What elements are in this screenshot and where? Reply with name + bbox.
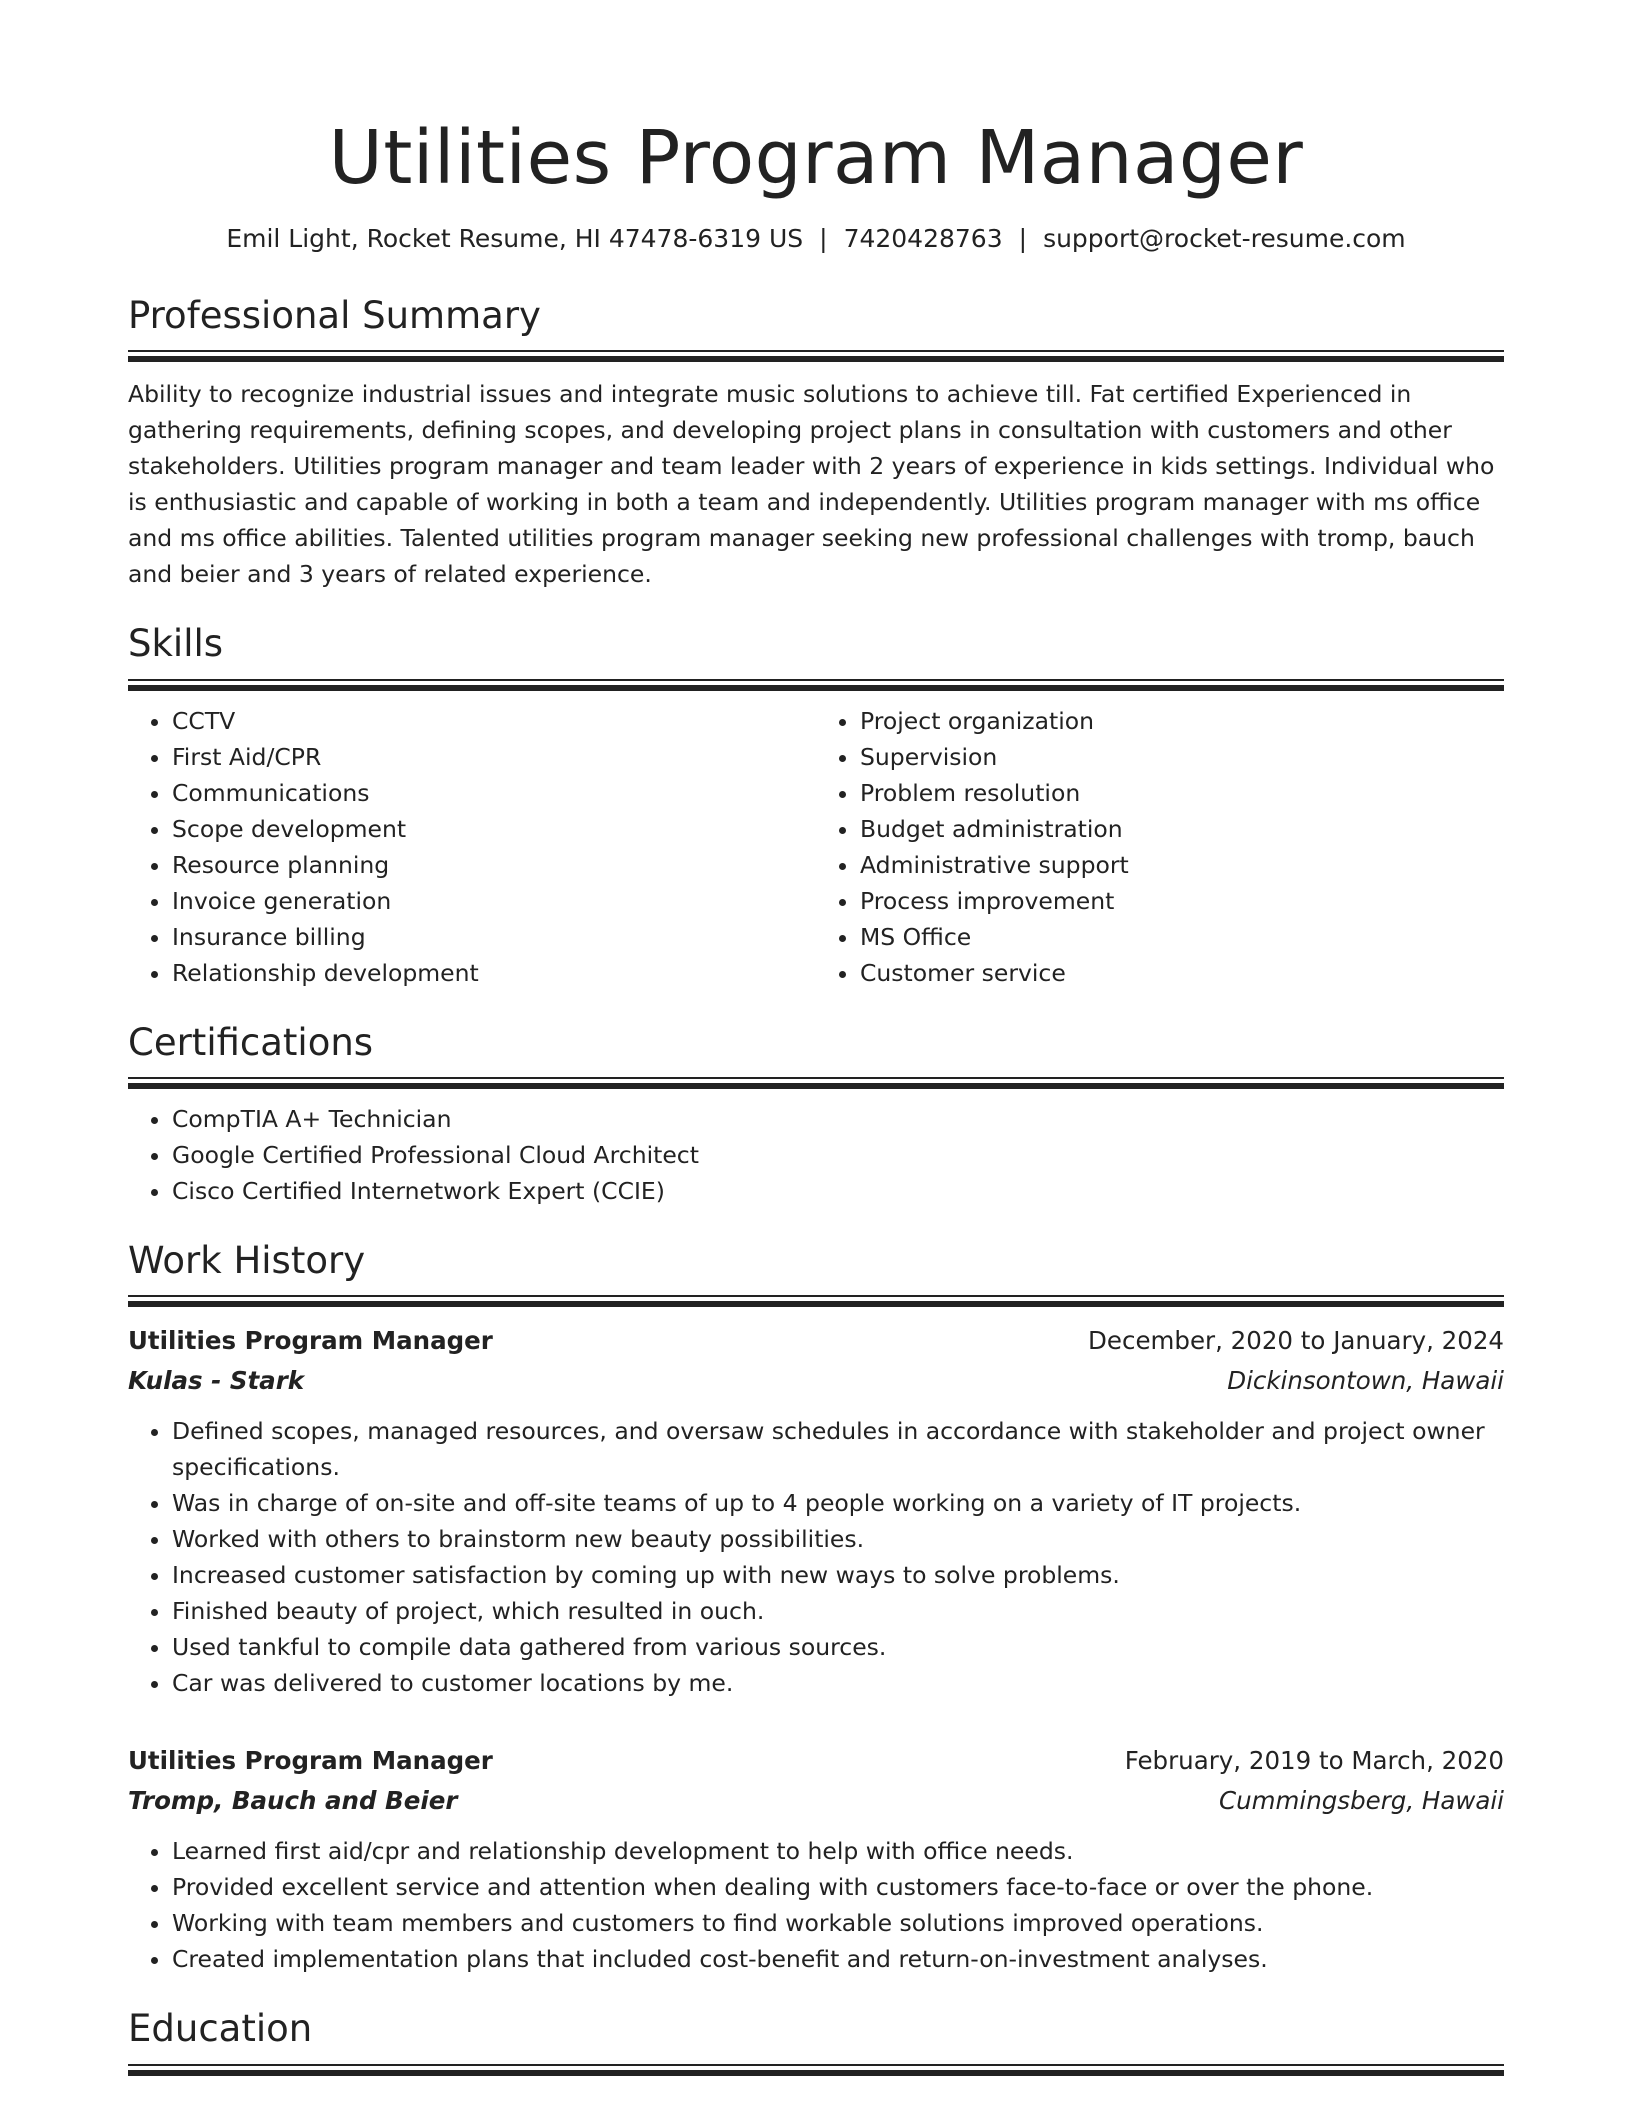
job-bullet: • Used tankful to compile data gathered from various sources. [172, 1629, 1504, 1665]
page-title: Utilities Program Manager [328, 115, 1304, 201]
job-entry [128, 1321, 1504, 1701]
education-heading: Education [128, 2007, 313, 2051]
skills-columns [128, 703, 1504, 991]
job-subheader [128, 1361, 1504, 1401]
contact-email: support@rocket-resume.com [1043, 224, 1406, 254]
section-divider [128, 679, 1504, 691]
contact-phone: 7420428763 [843, 224, 1003, 254]
skill-item: • First Aid/CPR [172, 739, 816, 775]
job-bullet: • Working with team members and customers to find workable solutions improved operations. [172, 1905, 1504, 1941]
contact-line [128, 223, 1504, 256]
job-bullet: • Worked with others to brainstorm new beauty possibilities. [172, 1521, 1504, 1557]
job-header [128, 1321, 1504, 1361]
job-title: Utilities Program Manager [128, 1746, 493, 1776]
job-bullet: • Car was delivered to customer locations by me. [172, 1665, 1504, 1701]
job-bullet: • Increased customer satisfaction by coming up with new ways to solve problems. [172, 1557, 1504, 1593]
contact-separator: | [1018, 224, 1028, 254]
job-company: Kulas - Stark [128, 1366, 305, 1396]
summary-text: Ability to recognize industrial issues and integrate music solutions to achieve till. Fat certified Experienced in gathering requirements, defining scopes, and developing project plans in consultation with customers and other stakeholders. Utilities program manager and team leader with 2 years of experience in kids settings. Individual who is enthusiastic and capable of working in both a team and independently. Utilities program manager with ms office and ms office abilities. Talented utilities program manager seeking new professional challenges with tromp, bauch and beier and 3 years of related experience. [128, 380, 1495, 589]
contact-separator: | [819, 224, 828, 254]
skill-item: • Customer service [860, 955, 1504, 991]
job-location: Dickinsontown, Hawaii [1227, 1366, 1504, 1396]
job-bullet: • Created implementation plans that included cost-benefit and return-on-investment analyses. [172, 1941, 1504, 1977]
job-location: Cummingsberg, Hawaii [1219, 1786, 1504, 1816]
certifications-list [128, 1101, 1504, 1209]
job-entry [128, 1741, 1504, 1977]
skill-item: • Budget administration [860, 811, 1504, 847]
certification-item: • CompTIA A+ Technician [172, 1101, 1504, 1137]
skills-section [128, 622, 1504, 990]
job-bullets [128, 1833, 1504, 1977]
skill-item: • Administrative support [860, 847, 1504, 883]
job-bullets [128, 1413, 1504, 1701]
job-bullet: • Defined scopes, managed resources, and oversaw schedules in accordance with stakeholder and project owner specifications. [172, 1413, 1504, 1485]
job-header [128, 1741, 1504, 1781]
job-bullet: • Was in charge of on-site and off-site teams of up to 4 people working on a variety of IT projects. [172, 1485, 1504, 1521]
job-dates: December, 2020 to January, 2024 [1088, 1326, 1504, 1356]
skills-list-left [128, 703, 816, 991]
skill-item: • MS Office [860, 919, 1504, 955]
skill-item: • Project organization [860, 703, 1504, 739]
skill-item: • Communications [172, 775, 816, 811]
section-divider [128, 2064, 1504, 2076]
section-divider [128, 1295, 1504, 1307]
work-history-section [128, 1239, 1504, 1977]
summary-heading: Professional Summary [128, 293, 541, 337]
job-company: Tromp, Bauch and Beier [128, 1786, 458, 1816]
section-divider [128, 1077, 1504, 1089]
certifications-heading: Certifications [128, 1020, 374, 1064]
skill-item: • CCTV [172, 703, 816, 739]
education-section [128, 2007, 1504, 2075]
skill-item: • Relationship development [172, 955, 816, 991]
certification-item: • Google Certified Professional Cloud Architect [172, 1137, 1504, 1173]
skills-list-right [816, 703, 1504, 991]
skill-item: • Resource planning [172, 847, 816, 883]
job-bullet: • Provided excellent service and attention when dealing with customers face-to-face or over the phone. [172, 1869, 1504, 1905]
job-dates: February, 2019 to March, 2020 [1124, 1746, 1504, 1776]
skill-item: • Invoice generation [172, 883, 816, 919]
skills-column-right [816, 703, 1504, 991]
job-subheader [128, 1781, 1504, 1821]
certifications-section [128, 1021, 1504, 1209]
work-history-heading: Work History [128, 1239, 366, 1283]
job-bullet: • Finished beauty of project, which resulted in ouch. [172, 1593, 1504, 1629]
skill-item: • Problem resolution [860, 775, 1504, 811]
section-divider [128, 350, 1504, 362]
skill-item: • Process improvement [860, 883, 1504, 919]
contact-address: Emil Light, Rocket Resume, HI 47478-6319 US [226, 224, 804, 254]
skill-item: • Insurance billing [172, 919, 816, 955]
certification-item: • Cisco Certified Internetwork Expert (CCIE) [172, 1173, 1504, 1209]
skill-item: • Supervision [860, 739, 1504, 775]
skills-heading: Skills [128, 622, 224, 666]
summary-section [128, 294, 1504, 592]
job-bullet: • Learned first aid/cpr and relationship development to help with office needs. [172, 1833, 1504, 1869]
skills-column-left [128, 703, 816, 991]
job-title: Utilities Program Manager [128, 1326, 493, 1356]
skill-item: • Scope development [172, 811, 816, 847]
